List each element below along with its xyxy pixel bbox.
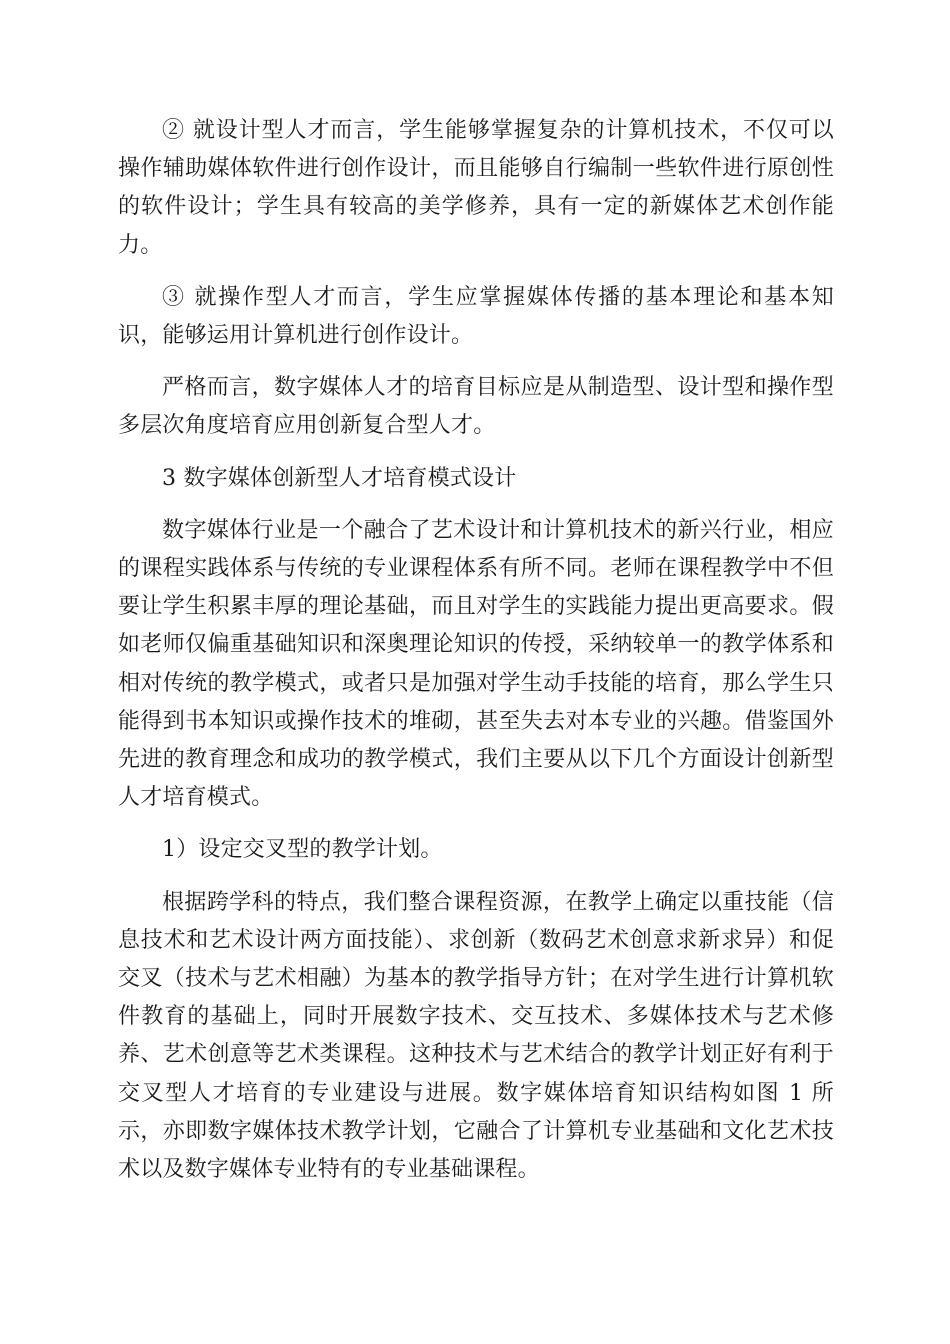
section-heading: 3 数字媒体创新型人才培育模式设计 (162, 465, 517, 491)
paragraph-curriculum: 根据跨学科的特点，我们整合课程资源，在教学上确定以重技能（信息技术和艺术设计两方面技能）、求创新（数码艺术创意求新求异）和促交叉（技术与艺术相融）为基本的教学指导方针；在对学生进行计算机软件教育的基础上，同时开展数字技术、交互技术、多媒体技术与艺术修养、艺术创意等艺术类课程。这种技术与艺术结合的教学计划正好有利于交叉型人才培育的专业建设与进展。数字媒体培育知识结构如图 1 所示，亦即数字媒体技术教学计划，它融合了计算机专业基础和文化艺术技术以及数字媒体专业特有的专业基础课程。 (118, 889, 834, 1183)
list-item-teaching-plan: 1）设定交叉型的教学计划。 (162, 837, 443, 863)
paragraph-design-talent: ② 就设计型人才而言，学生能够掌握复杂的计算机技术，不仅可以操作辅助媒体软件进行创作设计，而且能够自行编制一些软件进行原创性的软件设计；学生具有较高的美学修养，具有一定的新媒体艺术创作能力。 (118, 118, 834, 258)
document-page (118, 112, 834, 1189)
paragraph-operation-talent: ③ 就操作型人才而言，学生应掌握媒体传播的基本理论和基本知识，能够运用计算机进行创作设计。 (118, 284, 834, 349)
paragraph-industry: 数字媒体行业是一个融合了艺术设计和计算机技术的新兴行业，相应的课程实践体系与传统的专业课程体系有所不同。老师在课程教学中不但要让学生积累丰厚的理论基础，而且对学生的实践能力提出更高要求。假如老师仅偏重基础知识和深奥理论知识的传授，采纳较单一的教学体系和相对传统的教学模式，或者只是加强对学生动手技能的培育，那么学生只能得到书本知识或操作技术的堆砌，甚至失去对本专业的兴趣。借鉴国外先进的教育理念和成功的教学模式，我们主要从以下几个方面设计创新型人才培育模式。 (118, 517, 834, 811)
paragraph-training-goal: 严格而言，数字媒体人才的培育目标应是从制造型、设计型和操作型多层次角度培育应用创新复合型人才。 (118, 375, 834, 439)
